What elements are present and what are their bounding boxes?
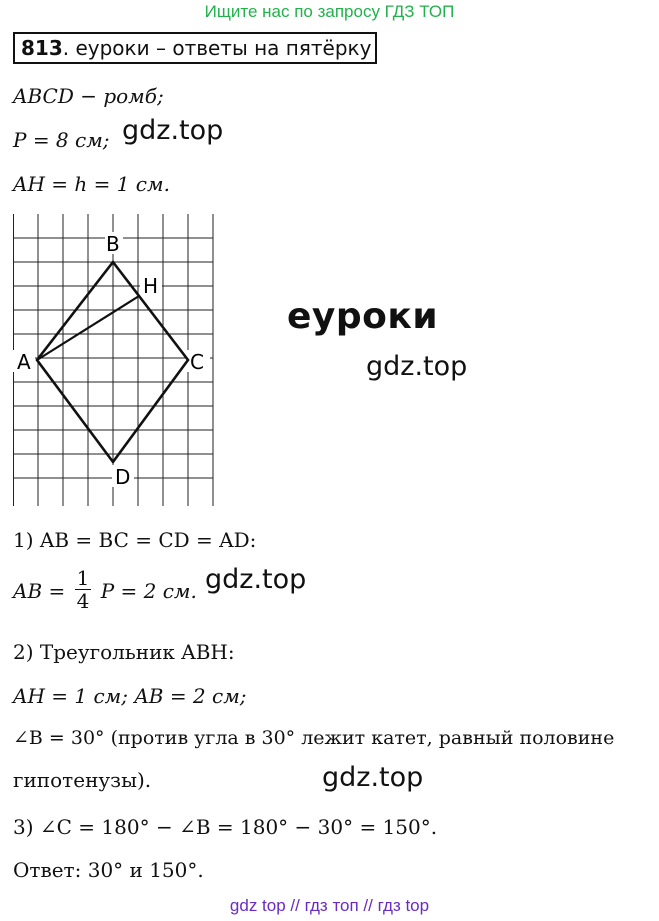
given-line-2: P = 8 см; [13,128,110,152]
label-h: H [143,274,159,298]
rhombus-figure [13,214,218,509]
top-banner: Ищите нас по запросу ГДЗ ТОП [204,2,455,21]
watermark-gdz-3: gdz.top [205,564,307,595]
solution-step-1: 1) AB = BC = CD = AD: [13,528,257,552]
eq-left: AB = [13,579,66,603]
fraction-denominator: 4 [76,589,90,613]
answer-line: Ответ: 30° и 150°. [13,858,204,882]
fraction-numerator: 1 [76,566,90,590]
solution-step-2-line-2: ∠B = 30° (против угла в 30° лежит катет, равный половине [13,727,615,749]
solution-step-1-eq [13,566,197,615]
label-d: D [115,465,131,489]
label-c: C [190,350,204,374]
watermark-gdz-1: gdz.top [122,115,224,146]
fraction-one-quarter [75,567,92,612]
solution-step-3: 3) ∠C = 180° − ∠B = 180° − 30° = 150°. [13,815,438,839]
solution-step-2: 2) Треугольник ABH: [13,640,235,664]
label-a: A [17,350,31,374]
watermark-gdz-2: gdz.top [366,351,468,382]
task-title: . еуроки – ответы на пятёрку [62,36,372,60]
solution-step-2-line-3: гипотенузы). [13,768,152,792]
given-line-3: AH = h = 1 см. [13,172,170,196]
solution-step-2-line-1: AH = 1 см; AB = 2 см; [13,684,247,708]
given-line-1: ABCD − ромб; [13,84,164,108]
task-number: 813 [21,36,63,60]
watermark-gdz-4: gdz.top [322,762,424,793]
eq-right: P = 2 см. [100,579,197,603]
footer-watermark: gdz top // гдз топ // гдз top [229,896,430,915]
brand-watermark: еуроки [287,296,439,337]
task-header [13,32,377,64]
label-b: B [106,232,120,256]
